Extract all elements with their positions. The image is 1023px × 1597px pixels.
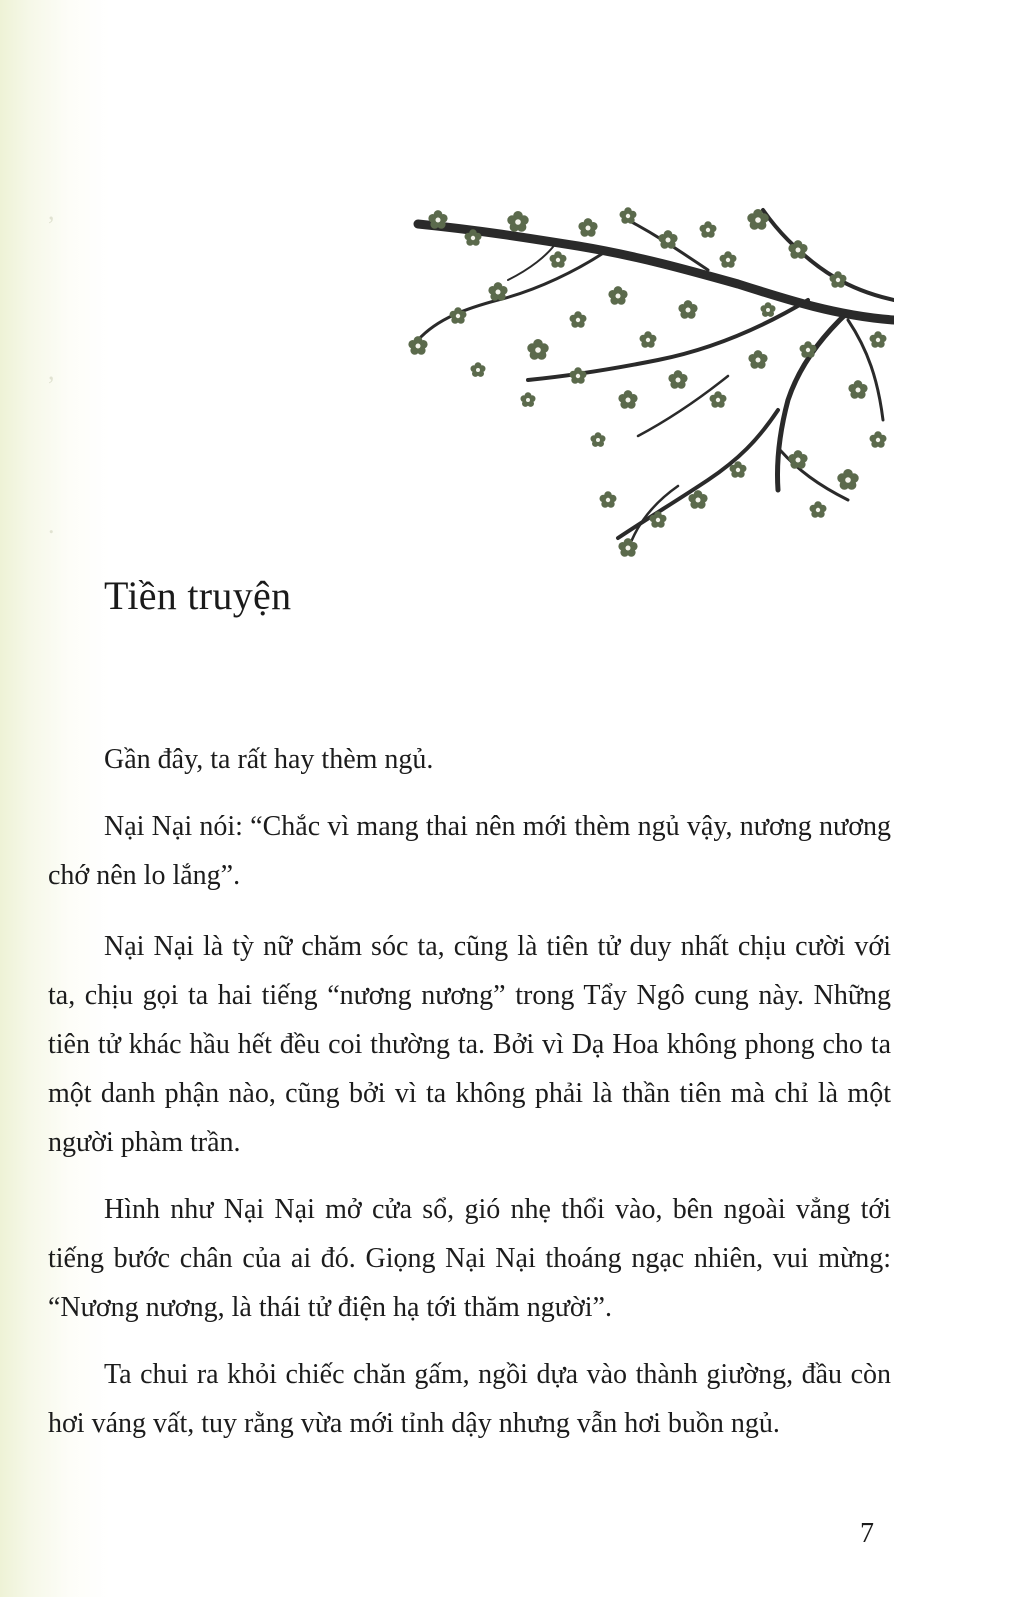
blossom-icon: [837, 469, 858, 490]
blossom-branch-icon: [378, 200, 894, 564]
blossom-icon: [810, 501, 827, 518]
blossom-icon: [507, 211, 528, 232]
blossom-icon: [678, 300, 697, 319]
branch-stroke: [618, 410, 778, 538]
bleed-through-mark: ,: [48, 356, 55, 385]
branch-stroke: [763, 210, 894, 300]
page-number: 7: [860, 1518, 874, 1549]
bleed-through-mark: .: [48, 510, 55, 539]
blossom-icon: [748, 350, 767, 369]
blossom-icon: [408, 336, 427, 355]
blossom-icon: [658, 230, 677, 249]
blossom-icon: [600, 491, 617, 508]
blossom-icon: [488, 282, 507, 301]
blossom-icon: [570, 367, 587, 384]
blossom-icon: [800, 341, 817, 358]
blossom-icon: [428, 210, 447, 229]
blossom-icon: [570, 311, 587, 328]
blossom-icon: [618, 538, 637, 557]
blossom-icon: [578, 218, 597, 237]
blossom-icon: [710, 391, 727, 408]
blossom-icon: [591, 432, 606, 447]
chapter-title: Tiền truyện: [104, 573, 292, 618]
bleed-through-mark: ,: [48, 196, 55, 225]
blossom-icon: [788, 450, 807, 469]
paragraph: Ta chui ra khỏi chiếc chăn gấm, ngồi dựa vào thành giường, đầu còn hơi váng vất, tuy rằng vừa mới tỉnh dậy nhưng vẫn hơi buồn ngủ.: [48, 1359, 891, 1439]
branch-stroke: [418, 224, 894, 320]
paragraph: Gần đây, ta rất hay thèm ngủ.: [104, 744, 434, 775]
chapter-body: [48, 735, 891, 1466]
blossom-icon: [870, 331, 887, 348]
blossom-icon: [700, 221, 717, 238]
blossom-icon: [640, 331, 657, 348]
branch-stroke: [777, 312, 848, 490]
blossom-icon: [848, 380, 867, 399]
blossom-icon: [668, 370, 687, 389]
paragraph: Hình như Nại Nại mở cửa sổ, gió nhẹ thổi vào, bên ngoài vẳng tới tiếng bước chân của ai đó. Giọng Nại Nại thoáng ngạc nhiên, vui mừng: “Nương nương, là thái tử điện hạ tới thăm người”.: [48, 1194, 891, 1323]
blossom-icon: [761, 302, 776, 317]
blossom-icon: [870, 431, 887, 448]
paragraph: Nại Nại nói: “Chắc vì mang thai nên mới thèm ngủ vậy, nương nương chớ nên lo lắng”.: [48, 811, 891, 891]
blossom-icon: [521, 392, 536, 407]
blossom-icon: [608, 286, 627, 305]
blossom-icon: [527, 339, 548, 360]
blossom-icon: [620, 207, 637, 224]
paragraph: Nại Nại là tỳ nữ chăm sóc ta, cũng là tiên tử duy nhất chịu cười với ta, chịu gọi ta hai tiếng “nương nương” trong Tẩy Ngô cung này. Những tiên tử khác hầu hết đều coi thường ta. Bởi vì Dạ Hoa không phong cho ta một danh phận nào, cũng bởi vì ta không phải là thần tiên mà chỉ là một người phàm trần.: [48, 931, 891, 1158]
blossom-icon: [720, 251, 737, 268]
blossom-icon: [471, 362, 486, 377]
blossom-icon: [618, 390, 637, 409]
blossom-icon: [550, 251, 567, 268]
